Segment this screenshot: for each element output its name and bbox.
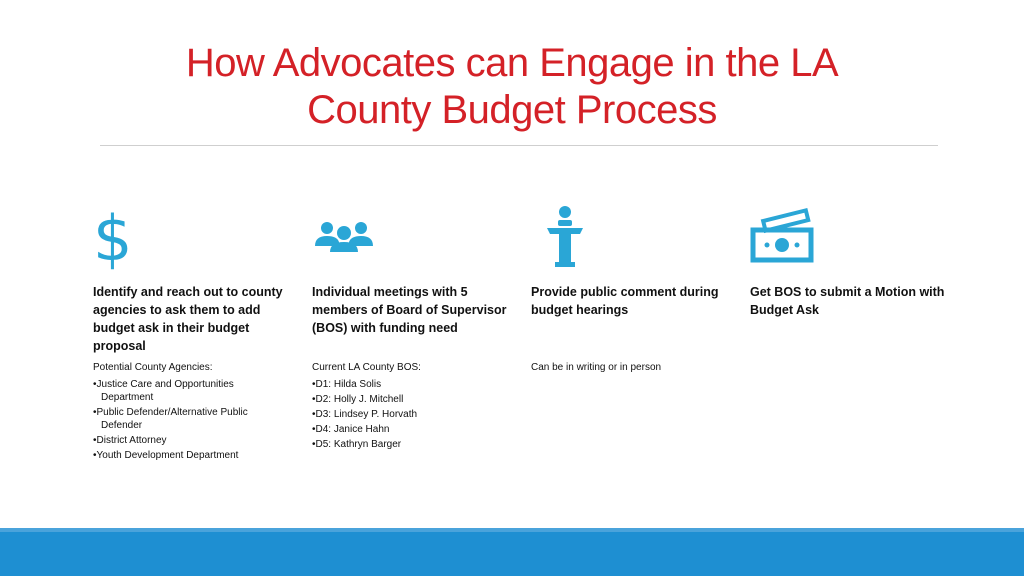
title-divider (100, 145, 938, 146)
slide-title (0, 40, 1024, 134)
footer-bar (0, 532, 1024, 576)
step-subheading: Current LA County BOS: (312, 362, 421, 373)
step-heading: Provide public comment during budget hearings (531, 285, 719, 317)
money-bills-icon (750, 200, 830, 272)
step-heading: Identify and reach out to county agencies to ask them to add budget ask in their budget proposal (93, 285, 283, 353)
step-heading: Get BOS to submit a Motion with Budget Ask (750, 285, 945, 317)
list-item: • D2: Holly J. Mitchell (312, 393, 502, 406)
slide-title-line-2: County Budget Process (307, 88, 717, 132)
agency-list (93, 378, 283, 464)
slide-title-line-1: How Advocates can Engage in the LA (185, 41, 839, 85)
list-item: • District Attorney (93, 434, 283, 447)
svg-text:$: $ (93, 202, 133, 272)
list-item: • D4: Janice Hahn (312, 423, 502, 436)
podium-speaker-icon (543, 200, 623, 272)
group-icon (312, 200, 392, 272)
list-item: • D1: Hilda Solis (312, 378, 502, 391)
bos-member-list (312, 378, 502, 453)
list-item: • D5: Kathryn Barger (312, 438, 502, 451)
list-item: • Youth Development Department (93, 449, 283, 462)
dollar-icon (93, 200, 173, 272)
step-heading: Individual meetings with 5 members of Board of Supervisor (BOS) with funding need (312, 285, 507, 335)
list-item: • Public Defender/Alternative Public Defender (93, 406, 283, 432)
list-item: • D3: Lindsey P. Horvath (312, 408, 502, 421)
list-item: • Justice Care and Opportunities Department (93, 378, 283, 404)
step-subheading: Potential County Agencies: (93, 362, 213, 373)
step-subheading: Can be in writing or in person (531, 362, 662, 373)
